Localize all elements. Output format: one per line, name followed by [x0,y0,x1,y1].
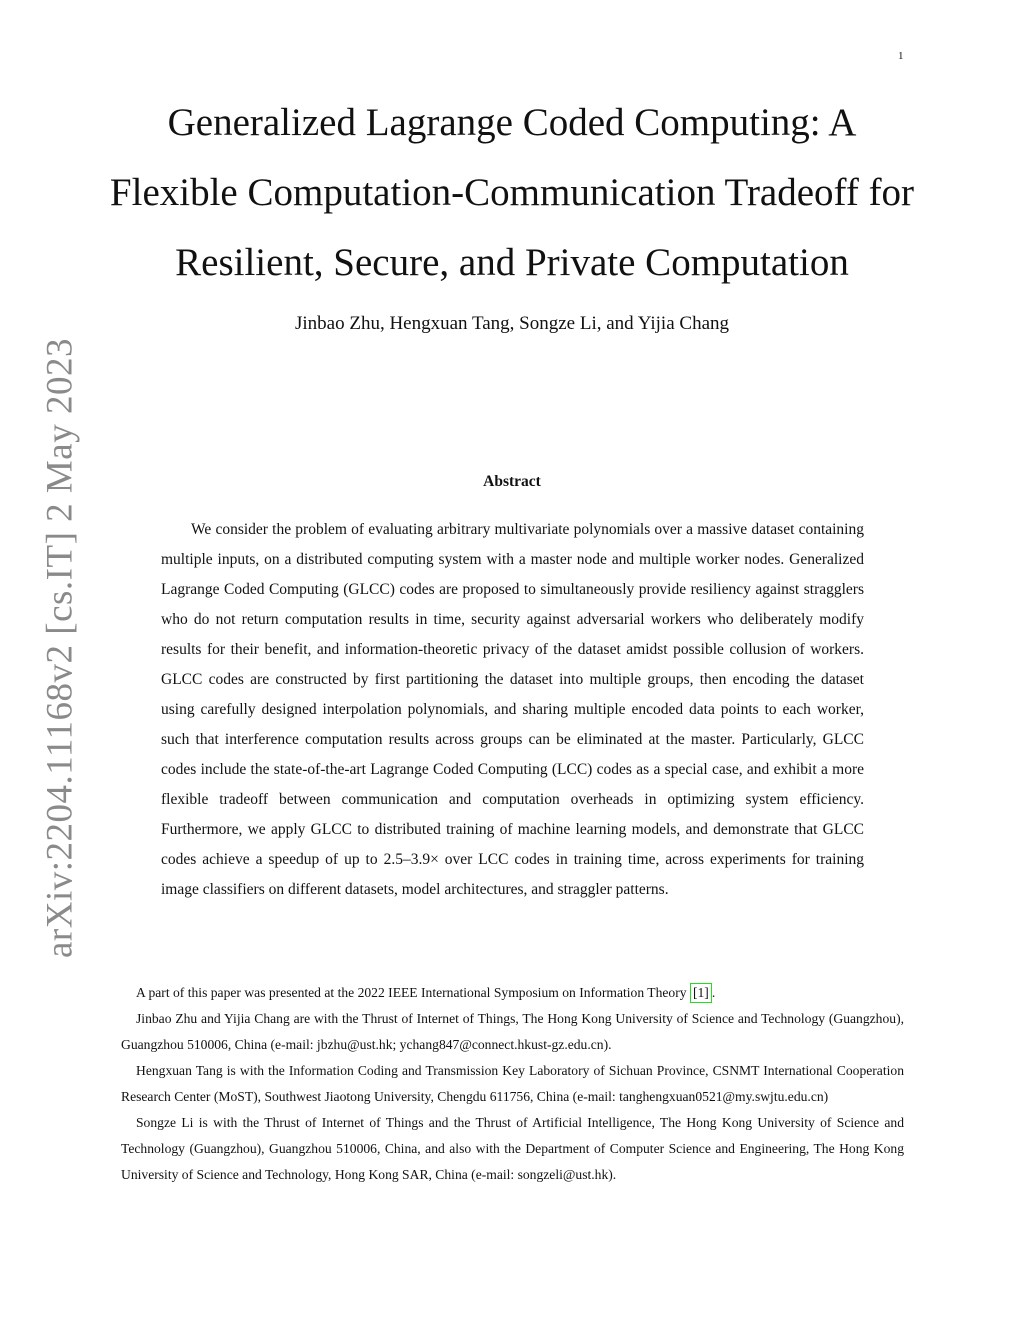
footnote-presentation-text: A part of this paper was presented at the 2022 IEEE International Symposium on Information Theory [136,985,690,1000]
abstract-heading: Abstract [483,473,541,490]
arxiv-identifier[interactable]: arXiv:2204.11168v2 [cs.IT] 2 May 2023 [39,338,81,958]
footnote-affiliation-li: Songze Li is with the Thrust of Internet of Things and the Thrust of Artificial Intelligence, The Hong Kong University of Science and Technology (Guangzhou), Guangzhou 510006, China, and also with the Department of Computer Science and Engineering, The Hong Kong University of Science and Technology, Hong Kong SAR, China (e-mail: songzeli@ust.hk). [121,1115,904,1182]
footnote-affiliation-zhu-chang: Jinbao Zhu and Yijia Chang are with the Thrust of Internet of Things, The Hong Kong University of Science and Technology (Guangzhou), Guangzhou 510006, China (e-mail: jbzhu@ust.hk; ychang847@connect.hkust-gz.edu.cn). [121,1011,904,1052]
footnote-presentation-end: . [711,985,716,1000]
abstract-body: We consider the problem of evaluating arbitrary multivariate polynomials over a massive dataset containing multiple inputs, on a distributed computing system with a master node and multiple worker nodes. Generalized Lagrange Coded Computing (GLCC) codes are proposed to simultaneously provide resiliency against stragglers who do not return computation results in time, security against adversarial workers who deliberately modify results for their benefit, and information-theoretic privacy of the dataset amidst possible collusion of workers. GLCC codes are constructed by first partitioning the dataset into multiple groups, then encoding the dataset using carefully designed interpolation polynomials, and sharing multiple encoded data points to each worker, such that interference computation results across groups can be eliminated at the master. Particularly, GLCC codes include the state-of-the-art Lagrange Coded Computing (LCC) codes as a special case, and exhibit a more flexible tradeoff between communication and computation overheads in optimizing system efficiency. Furthermore, we apply GLCC to distributed training of machine learning models, and demonstrate that GLCC codes achieve a speedup of up to 2.5–3.9× over LCC codes in training time, across experiments for training image classifiers on different datasets, model architectures, and straggler patterns. [161,521,864,898]
page-number: 1 [898,50,904,62]
author-list: Jinbao Zhu, Hengxuan Tang, Songze Li, and Yijia Chang [294,313,729,334]
paper-title: Generalized Lagrange Coded Computing: A Flexible Computation-Communication Tradeoff for Resilient, Secure, and Private Computation [109,101,915,284]
citation-link[interactable]: [1] [690,983,712,1003]
footnote-presentation [121,980,904,1006]
footnote-affiliation-tang: Hengxuan Tang is with the Information Coding and Transmission Key Laboratory of Sichuan Province, CSNMT International Cooperation Research Center (MoST), Southwest Jiaotong University, Chengdu 611756, China (e-mail: tanghengxuan0521@my.swjtu.edu.cn) [121,1063,904,1104]
footnotes [121,980,904,1188]
